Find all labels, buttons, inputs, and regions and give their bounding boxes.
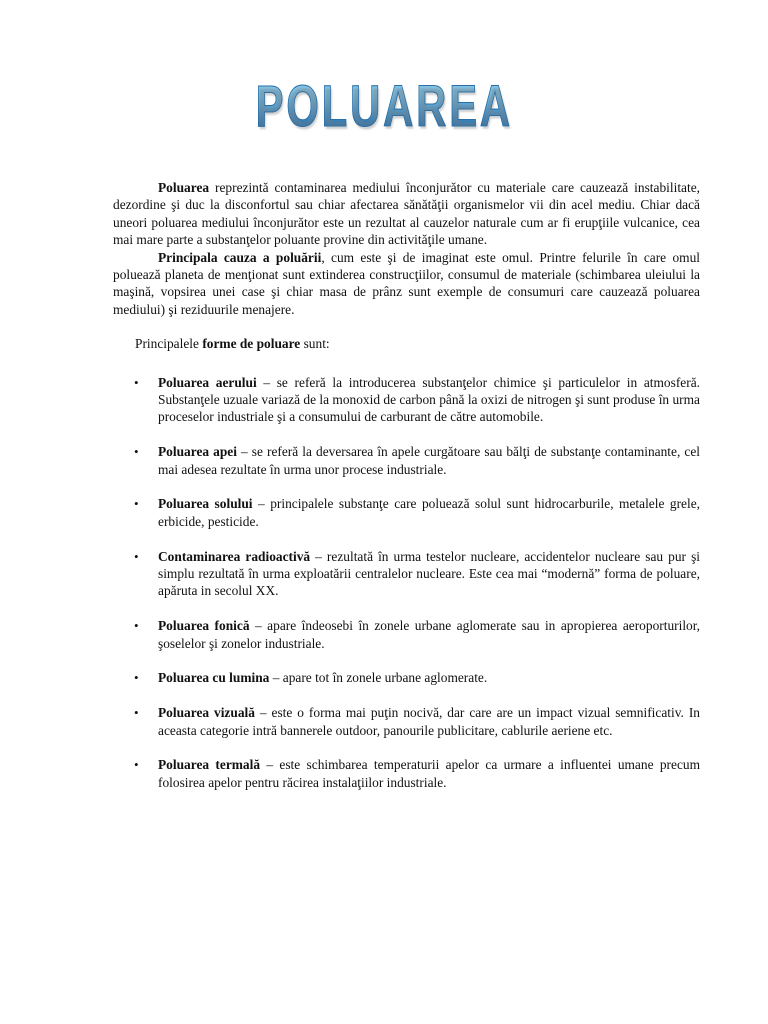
forms-intro-before: Principalele (135, 336, 203, 352)
form-name: Poluarea vizuală (158, 705, 255, 721)
list-item (113, 374, 700, 426)
cause-text: , cum este şi de imaginat este omul. Printre felurile în care omul poluează planeta de menţionat sunt extinderea construcţiilor, consumul de materiale (schimbarea uleiului la maşină, vopsirea unei case şi chiar masa de prânz sunt exemple de consumuri care cauzează poluarea mediului) şi reziduurile menajere. (113, 249, 700, 317)
form-description: – apare îndeosebi în zonele urbane aglomerate sau in apropierea aeroporturilor, şoselelor şi zonelor industriale. (158, 618, 701, 651)
cause-term: Principala cauza a poluării (158, 249, 322, 265)
bullet-icon: • (134, 705, 139, 721)
document-title: POLUAREA (108, 74, 661, 140)
form-name: Poluarea apei (158, 444, 237, 460)
cause-paragraph (113, 249, 700, 319)
document-body (113, 179, 700, 809)
list-item (113, 548, 700, 600)
form-name: Poluarea fonică (158, 618, 250, 634)
intro-term: Poluarea (158, 180, 210, 195)
bullet-icon: • (134, 670, 139, 686)
form-description: – apare tot în zonele urbane aglomerate. (269, 670, 488, 686)
bullet-icon: • (134, 548, 139, 564)
form-description: – principalele substanţe care poluează solul sunt hidrocarburile, metalele grele, erbicide, pesticide. (158, 496, 700, 529)
form-description: – se referă la introducerea substanţelor chimice şi particulelor in atmosferă. Substanţele uzuale variază de la monoxid de carbon până la oxizi de nitrogen şi sunt produse în urma proceselor industriale şi a consumului de carburant de către automobile. (158, 374, 700, 425)
list-item (113, 495, 700, 530)
bullet-icon: • (134, 374, 139, 390)
intro-text: reprezintă contaminarea mediului înconjurător cu materiale care cauzează instabilitate, dezordine şi duc la disconfortul sau chiar afectarea sănătăţii organismelor vii din acel mediu. Chiar dacă uneori poluarea mediului înconjurător este un rezultat al cauzelor naturale cum ar fi erupţiile vulcanice, cea mai mare parte a substanţelor poluante provine din activităţile umane. (113, 180, 700, 248)
bullet-icon: • (134, 618, 139, 634)
form-description: – este schimbarea temperaturii apelor ca urmare a influentei umane precum folosirea apelor pentru răcirea instalaţiilor industriale. (158, 757, 700, 790)
form-description: – este o forma mai puţin nocivă, dar care are un impact vizual semnificativ. In aceasta categorie intră bannerele outdoor, panourile publicitare, cablurile aeriene etc. (158, 705, 700, 738)
forms-intro (113, 335, 700, 352)
forms-intro-term: forme de poluare (202, 336, 301, 352)
list-item (113, 669, 700, 686)
form-name: Poluarea aerului (158, 374, 257, 390)
list-item (113, 617, 700, 652)
forms-intro-after: sunt: (300, 336, 330, 352)
form-description: – rezultată în urma testelor nucleare, accidentelor nucleare sau pur şi simplu rezultată în urma exploatării centralelor nucleare. Este cea mai “modernă” forma de poluare, apăruta in secolul XX. (158, 548, 700, 599)
list-item (113, 756, 700, 791)
form-name: Poluarea termală (158, 757, 261, 773)
form-name: Poluarea cu lumina (158, 670, 270, 686)
list-item (113, 443, 700, 478)
bullet-icon: • (134, 496, 139, 512)
intro-paragraph (113, 179, 700, 249)
form-description: – se referă la deversarea în apele curgătoare sau bălţi de substanţe contaminante, cel mai adesea rezultate în urma unor procese industriale. (158, 444, 700, 477)
form-name: Contaminarea radioactivă (158, 548, 311, 564)
bullet-icon: • (134, 444, 139, 460)
bullet-icon: • (134, 757, 139, 773)
form-name: Poluarea solului (158, 496, 253, 512)
list-item (113, 704, 700, 739)
forms-list (113, 374, 700, 792)
